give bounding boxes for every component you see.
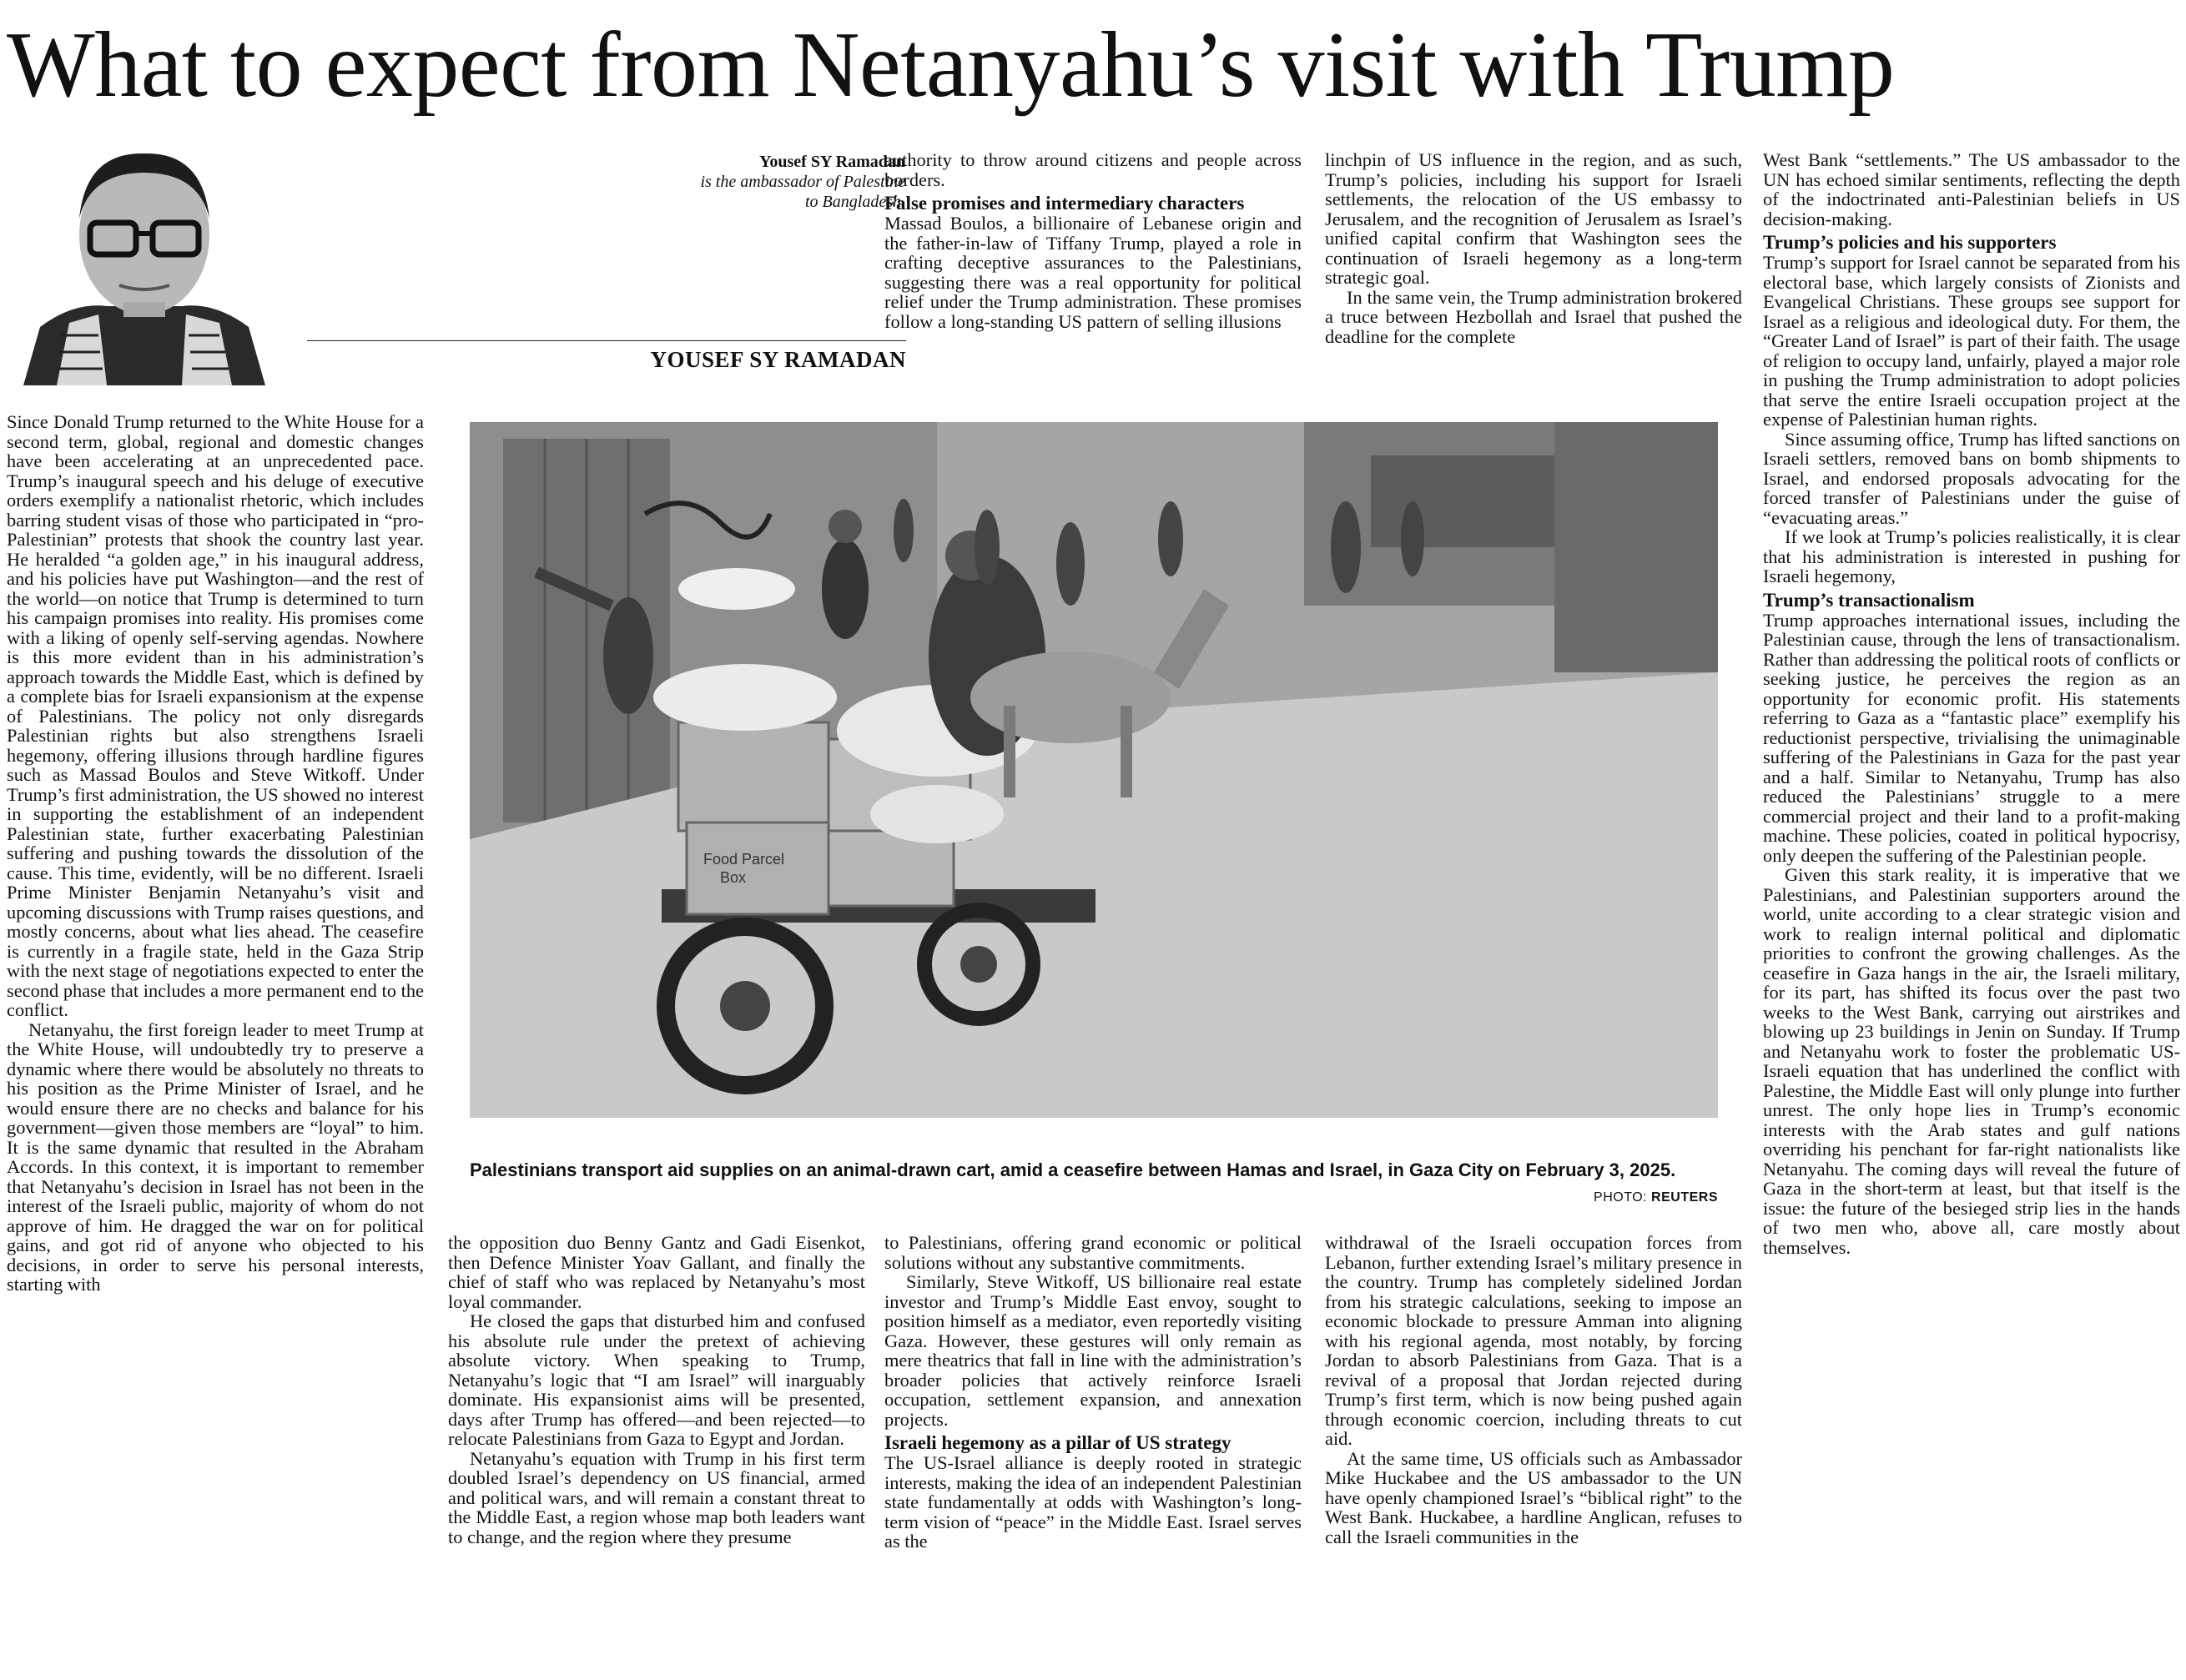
box-label: Box bbox=[720, 869, 747, 886]
photo-credit-label: PHOTO: bbox=[1594, 1190, 1648, 1205]
author-name: Yousef SY Ramadan bbox=[759, 153, 905, 171]
box-label: Food Parcel bbox=[703, 851, 785, 868]
photo-credit-source: REUTERS bbox=[1651, 1190, 1718, 1205]
article-column-3-top bbox=[1325, 150, 1742, 415]
article-column-2-top bbox=[884, 150, 1302, 415]
author-note bbox=[400, 152, 905, 212]
author-portrait-image bbox=[7, 135, 282, 385]
author-role-line1: is the ambassador of Palestine bbox=[700, 173, 905, 191]
headline: What to expect from Netanyahu’s visit with Trump bbox=[7, 13, 1895, 117]
paragraph: Netanyahu’s equation with Trump in his first term doubled Israel’s dependency on US financial, armed and political wars, and will remain a constant threat to the Middle East, a region whose map both leaders want to change, and the region where they presume bbox=[448, 1447, 865, 1547]
subheading: Trump’s transactionalism bbox=[1763, 589, 1975, 611]
paragraph: authority to throw around citizens and people across borders. bbox=[884, 150, 1302, 190]
paragraph: Since assuming office, Trump has lifted sanctions on Israeli settlers, removed bans on bomb shipments to Israel, and endorsed proposals advocating for the forced transfer of Palestinians under the guise of “evacuating areas.” bbox=[1763, 428, 2180, 528]
gaza-cart-photo bbox=[470, 422, 1718, 1118]
article-column-4-bottom bbox=[1325, 1233, 1742, 1675]
paragraph: Trump’s support for Israel cannot be separated from his electoral base, which largely consists of Zionists and Evangelical Christians. These groups see support for Israel as a religious and ideological duty. For them, the “Greater Land of Israel” is part of their faith. The usage of religion to occupy land, unfairly, played a major role in pushing the Trump administration to adopt policies that serve the entire Israeli occupation project at the expense of Palestinian human rights. bbox=[1763, 252, 2180, 430]
paragraph: He closed the gaps that disturbed him and confused his absolute rule under the pretext of achieving absolute victory. When speaking to Trump, Netanyahu’s logic that “I am Israel” will inarguably dominate. His expansionist aims will be presented, days after Trump has offered—and been rejected—to relocate Palestinians from Gaza to Egypt and Jordan. bbox=[448, 1310, 865, 1449]
paragraph: withdrawal of the Israeli occupation forces from Lebanon, further extending Israel’s military presence in the country. Trump has completely sidelined Jordan from his strategic calculations, seeking to impose an economic blockade to pressure Amman into aligning with his regional agenda, most notably, by forcing Jordan to absorb Palestinians from Gaza. That is a revival of a proposal that Jordan rejected during Trump’s first term, which is now being pushed again through economic coercion, including threats to cut aid. bbox=[1325, 1233, 1742, 1449]
paragraph: Since Donald Trump returned to the White House for a second term, global, regional and domestic changes have been accelerating at an unprecedented pace. Trump’s inaugural speech and his deluge of executive orders exemplify a nationalist rhetoric, which includes barring student visas of those who participated in “pro-Palestinian” protests that shook the country last year. He heralded “a golden age,” in his inaugural address, and his policies have put Washington—and the rest of the world—on notice that Trump is determined to turn his campaign promises into reality. His promises come with a liking of openly self-serving agendas. Nowhere is this more evident than in his administration’s approach towards the Middle East, which is defined by a complete bias for Israeli expansionism at the expense of Palestinians. The policy not only disregards Palestinian rights but also strengthens Israeli hegemony, offering illusions through hardline figures such as Massad Boulos and Steve Witkoff. Under Trump’s first administration, the US showed no interest in supporting the establishment of an independent Palestinian state, further exacerbating Palestinian suffering and pushing towards the dissolution of the cause. This time, evidently, will be no different. Israeli Prime Minister Benjamin Netanyahu’s visit and upcoming discussions with Trump raises questions, and mostly concerns, about what lies ahead. The ceasefire is currently in a fragile state, held in the Gaza Strip with the next stage of negotiations expected to enter the second phase that includes a more permanent end to the conflict. bbox=[7, 412, 424, 1020]
article-column-1 bbox=[7, 412, 424, 1675]
paragraph: The US-Israel alliance is deeply rooted in strategic interests, making the idea of an independent Palestinian state fundamentally at odds with Washington’s long-term vision of “peace” in the Middle East. Israel serves as the bbox=[884, 1452, 1302, 1552]
photo-credit bbox=[1418, 1190, 1718, 1205]
article-column-3-bottom bbox=[884, 1233, 1302, 1675]
paragraph: to Palestinians, offering grand economic or political solutions without any substantive commitments. bbox=[884, 1233, 1302, 1273]
paragraph: In the same vein, the Trump administration brokered a truce between Hezbollah and Israel that pushed the deadline for the complete bbox=[1325, 286, 1742, 347]
paragraph: Massad Boulos, a billionaire of Lebanese origin and the father-in-law of Tiffany Trump, played a role in crafting deceptive assurances to the Palestinians, suggesting there was a real opportunity for political relief under the Trump administration. These promises follow a long-standing US pattern of selling illusions bbox=[884, 213, 1302, 332]
paragraph: Similarly, Steve Witkoff, US billionaire real estate investor and Trump’s Middle East envoy, sought to position himself as a mediator, even reportedly visiting Gaza. However, these gestures will only remain as mere theatrics that fall in line with the administration’s broader policies that actively reinforce Israeli occupation, settlement expansion, and annexation projects. bbox=[884, 1271, 1302, 1430]
subheading: Trump’s policies and his supporters bbox=[1763, 232, 2057, 253]
paragraph: linchpin of US influence in the region, and as such, Trump’s policies, including his support for Israeli settlements, the relocation of the US embassy to Jerusalem, and the recognition of Jerusalem as Israel’s unified capital confirm that Washington sees the continuation of Israeli hegemony as a long-term strategic goal. bbox=[1325, 150, 1742, 288]
paragraph: Trump approaches international issues, including the Palestinian cause, through the lens of transactionalism. Rather than addressing the political roots of conflicts or seeking justice, he perceives the region as an opportunity for economic profit. His statements referring to Gaza as a “fantastic place” exemplify his reductionist perspective, trivialising the unimaginable suffering of the Palestinians in Gaza for the past year and a half. Similar to Netanyahu, Trump has also reduced the Palestinians’ struggle to a mere commercial project and their land to a profit-making machine. These policies, coated in political hypocrisy, only deepen the suffering of the Palestinian people. bbox=[1763, 609, 2180, 866]
paragraph: At the same time, US officials such as Ambassador Mike Huckabee and the US ambassador to the UN have openly championed Israel’s “biblical right” to the West Bank. Huckabee, a hardline Anglican, refuses to call the Israeli communities in the bbox=[1325, 1447, 1742, 1547]
subheading: False promises and intermediary characters bbox=[884, 193, 1245, 214]
photo-caption: Palestinians transport aid supplies on an animal-drawn cart, amid a ceasefire between Hamas and Israel, in Gaza City on February 3, 2025. bbox=[470, 1159, 1676, 1180]
paragraph: West Bank “settlements.” The US ambassador to the UN has echoed similar sentiments, reflecting the depth of the indoctrinated anti-Palestinian beliefs in US decision-making. bbox=[1763, 150, 2180, 229]
author-portrait bbox=[7, 135, 282, 385]
byline-rule bbox=[307, 340, 906, 341]
subheading: Israeli hegemony as a pillar of US strategy bbox=[884, 1432, 1232, 1453]
paragraph: Netanyahu, the first foreign leader to meet Trump at the White House, will undoubtedly try to preserve a dynamic where there would be absolutely no threats to his position as the Prime Minister of Israel, and he would ensure there are no checks and balance for his government—given those members are “loyal” to him. It is the same dynamic that resulted in the Abraham Accords. In this context, it is important to remember that Netanyahu’s decision in Israel has not been in the interest of the Israeli public, majority of whom do not approve of him. He dragged the war on for political gains, and got rid of anyone who objected to his decisions, in order to serve his personal interests, starting with bbox=[7, 1019, 424, 1295]
paragraph: If we look at Trump’s policies realistically, it is clear that his administration is interested in pushing for Israeli hegemony, bbox=[1763, 526, 2180, 586]
article-photo bbox=[470, 422, 1718, 1118]
author-role-line2: to Bangladesh. bbox=[805, 193, 905, 211]
article-column-right bbox=[1763, 150, 2180, 1677]
byline: YOUSEF SY RAMADAN bbox=[650, 347, 906, 372]
paragraph: the opposition duo Benny Gantz and Gadi Eisenkot, then Defence Minister Yoav Gallant, and finally the chief of staff who was replaced by Netanyahu’s most loyal commander. bbox=[448, 1233, 865, 1312]
paragraph: Given this stark reality, it is imperative that we Palestinians, and Palestinian supporters around the world, unite according to a clear strategic vision and work to realign internal political and diplomatic priorities to confront the growing challenges. As the ceasefire in Gaza hangs in the air, the Israeli military, for its part, has shifted its focus over the past two weeks to the West Bank, carrying out airstrikes and blowing up 23 buildings in Jenin on Sunday. If Trump and Netanyahu work to foster the problematic US-Israeli equation that has underlined the conflict with Palestine, the Middle East will only plunge into further unrest. The only hope lies in Trump’s economic interests with the Arab states and gulf nations overriding his penchant for far-right nationalists like Netanyahu. The coming days will reveal the future of Gaza in the short-term at least, but that itself is the issue: the future of the besieged strip lies in the hands of two men who, above all, care mostly about themselves. bbox=[1763, 864, 2180, 1258]
article-column-2-bottom bbox=[448, 1233, 865, 1675]
